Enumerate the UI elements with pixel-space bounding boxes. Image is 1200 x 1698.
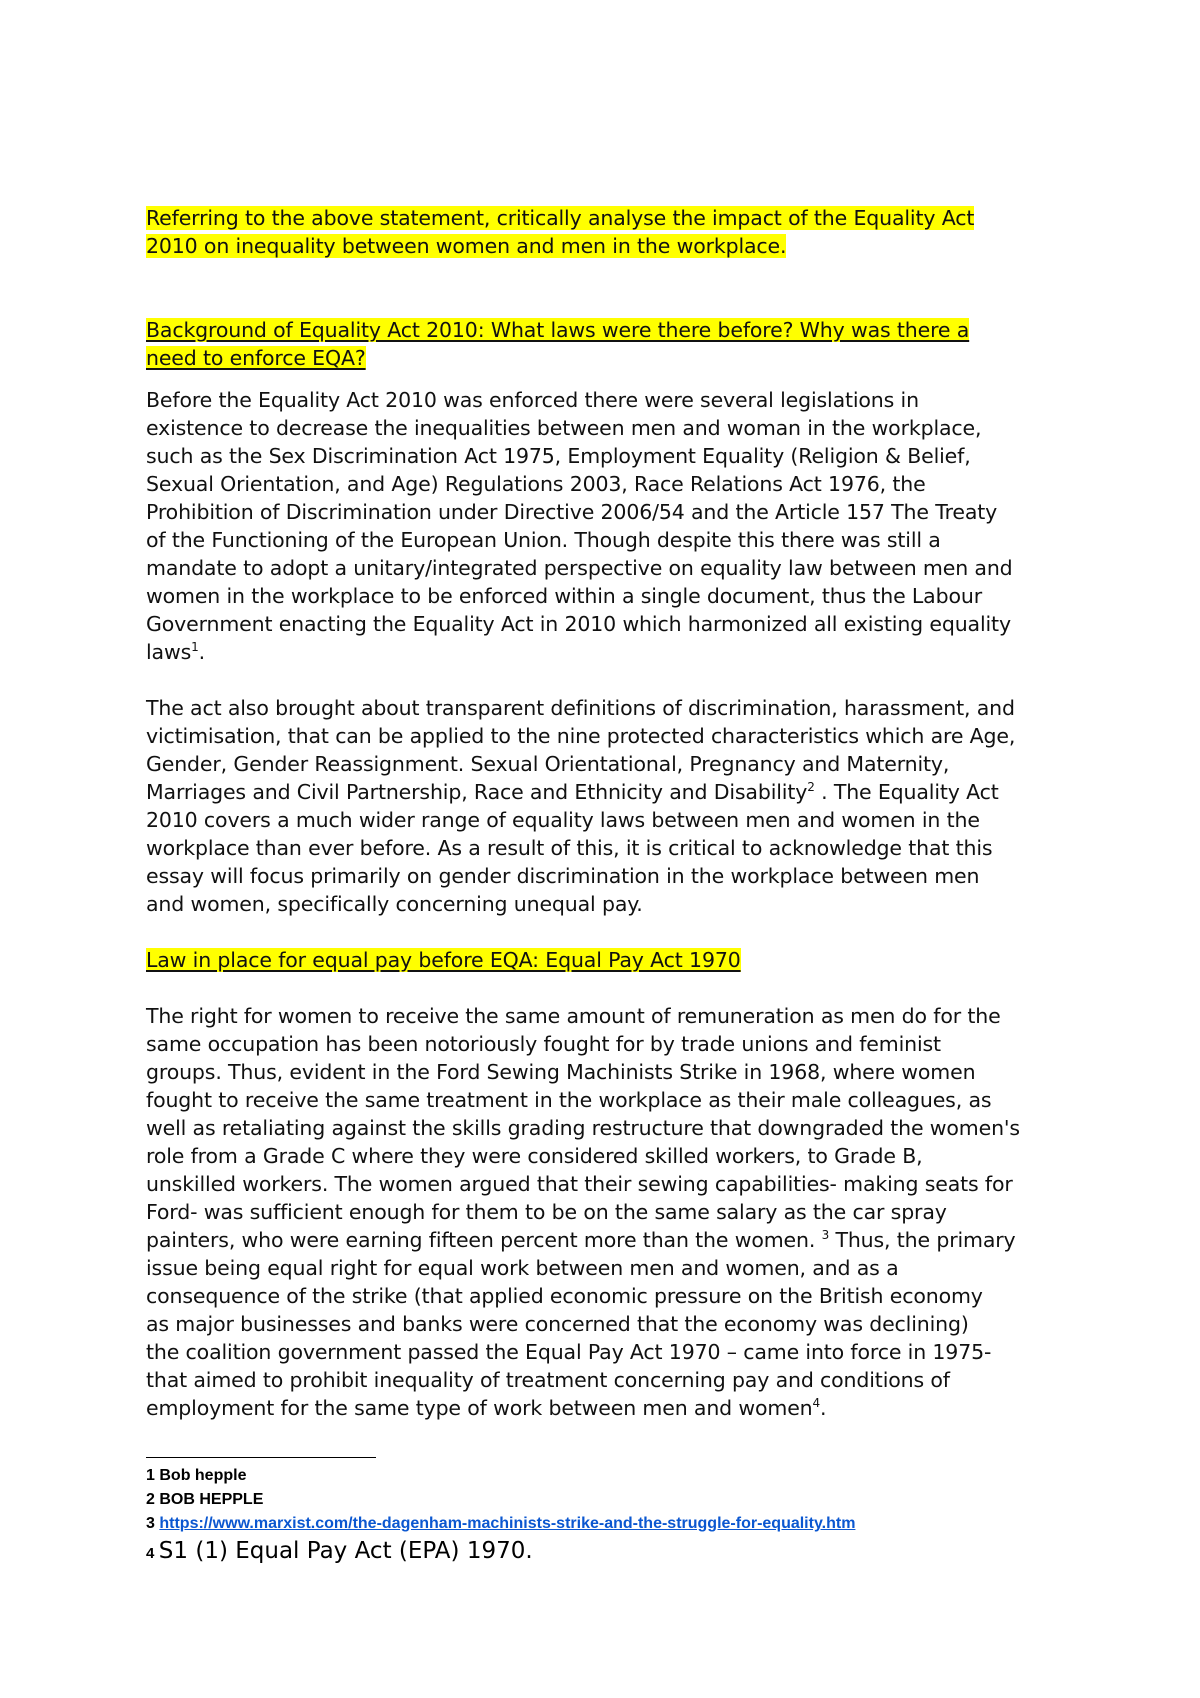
text-line: role from a Grade C where they were considered skilled workers, to Grade B, — [146, 1144, 923, 1168]
text-line: employment for the same type of work between men and women — [146, 1396, 813, 1420]
text-line: women in the workplace to be enforced within a single document, thus the Labour — [146, 584, 982, 608]
text-line: that aimed to prohibit inequality of treatment concerning pay and conditions of — [146, 1368, 950, 1392]
text-line: Government enacting the Equality Act in 2010 which harmonized all existing equality — [146, 612, 1011, 636]
text-line: issue being equal right for equal work between men and women, and as a — [146, 1256, 899, 1280]
text-line: well as retaliating against the skills grading restructure that downgraded the women's — [146, 1116, 1020, 1140]
footnote-ref-1[interactable]: 1 — [191, 640, 199, 655]
text-line: Before the Equality Act 2010 was enforced there were several legislations in — [146, 388, 919, 412]
text-line: The act also brought about transparent definitions of discrimination, harassment, and — [146, 696, 1015, 720]
footnote-ref-4[interactable]: 4 — [812, 1396, 821, 1411]
text-line: such as the Sex Discrimination Act 1975, Employment Equality (Religion & Belief, — [146, 444, 971, 468]
document-body — [146, 204, 1076, 1422]
footnote-number: 4 — [146, 1545, 155, 1562]
text-line: existence to decrease the inequalities between men and woman in the workplace, — [146, 416, 982, 440]
section-heading-background — [146, 316, 1076, 372]
text-line: Gender, Gender Reassignment. Sexual Orientational, Pregnancy and Maternity, — [146, 752, 950, 776]
footnote-2 — [146, 1488, 1146, 1512]
footnote-ref-2[interactable]: 2 — [807, 780, 815, 795]
footnote-number: 3 — [146, 1515, 155, 1532]
footnotes — [146, 1464, 1146, 1566]
section-heading-equal-pay — [146, 946, 1076, 974]
footnote-number: 1 — [146, 1467, 155, 1484]
text-line: painters, who were earning fifteen percent more than the women. — [146, 1228, 822, 1252]
text-line: of the Functioning of the European Union. Though despite this there was still a — [146, 528, 941, 552]
paragraph-equal-pay — [146, 1002, 1076, 1422]
footnote-text: BOB HEPPLE — [159, 1491, 264, 1508]
text-line: mandate to adopt a unitary/integrated perspective on equality law between men and — [146, 556, 1013, 580]
text-line: groups. Thus, evident in the Ford Sewing Machinists Strike in 1968, where women — [146, 1060, 976, 1084]
footnote-text: S1 (1) Equal Pay Act (EPA) 1970. — [158, 1538, 533, 1564]
paragraph-prior-legislation — [146, 386, 1076, 666]
text-line: Ford- was sufficient enough for them to be on the same salary as the car spray — [146, 1200, 947, 1224]
text-fragment: . — [198, 640, 205, 664]
question-line-1: Referring to the above statement, critically analyse the impact of the Equality Act — [146, 206, 975, 230]
text-line: fought to receive the same treatment in the workplace as their male colleagues, as — [146, 1088, 992, 1112]
text-line: unskilled workers. The women argued that their sewing capabilities- making seats for — [146, 1172, 1013, 1196]
heading1-line-2: need to enforce EQA? — [146, 346, 366, 370]
text-line: workplace than ever before. As a result of this, it is critical to acknowledge that this — [146, 836, 993, 860]
footnote-4 — [146, 1536, 1146, 1566]
text-fragment: Thus, the primary — [829, 1228, 1016, 1252]
text-line: the coalition government passed the Equal Pay Act 1970 – came into force in 1975- — [146, 1340, 992, 1364]
text-line: essay will focus primarily on gender discrimination in the workplace between men — [146, 864, 980, 888]
text-fragment: . The Equality Act — [814, 780, 999, 804]
essay-question — [146, 204, 1076, 260]
footnote-text: Bob hepple — [159, 1467, 247, 1484]
paragraph-definitions — [146, 694, 1076, 918]
text-line: Prohibition of Discrimination under Directive 2006/54 and the Article 157 The Treaty — [146, 500, 998, 524]
text-line: The right for women to receive the same amount of remuneration as men do for the — [146, 1004, 1001, 1028]
text-line: laws — [146, 640, 192, 664]
question-line-2: 2010 on inequality between women and men in the workplace. — [146, 234, 787, 258]
text-line: consequence of the strike (that applied economic pressure on the British economy — [146, 1284, 983, 1308]
footnote-1 — [146, 1464, 1146, 1488]
text-line: same occupation has been notoriously fought for by trade unions and feminist — [146, 1032, 941, 1056]
text-line: 2010 covers a much wider range of equality laws between men and women in the — [146, 808, 980, 832]
heading1-line-1: Background of Equality Act 2010: What laws were there before? Why was there a — [146, 318, 970, 342]
footnote-separator — [146, 1457, 376, 1458]
footnote-ref-3[interactable]: 3 — [821, 1228, 830, 1243]
footnote-link[interactable]: https://www.marxist.com/the-dagenham-machinists-strike-and-the-struggle-for-equality.htm — [159, 1515, 856, 1532]
footnote-number: 2 — [146, 1491, 155, 1508]
text-line: Sexual Orientation, and Age) Regulations 2003, Race Relations Act 1976, the — [146, 472, 926, 496]
text-line: as major businesses and banks were concerned that the economy was declining) — [146, 1312, 969, 1336]
heading2-text: Law in place for equal pay before EQA: Equal Pay Act 1970 — [146, 948, 741, 972]
text-line: and women, specifically concerning unequal pay. — [146, 892, 643, 916]
footnote-3 — [146, 1512, 1146, 1536]
text-line: victimisation, that can be applied to the nine protected characteristics which are Age, — [146, 724, 1016, 748]
text-line: Marriages and Civil Partnership, Race and Ethnicity and Disability — [146, 780, 808, 804]
text-fragment: . — [820, 1396, 827, 1420]
